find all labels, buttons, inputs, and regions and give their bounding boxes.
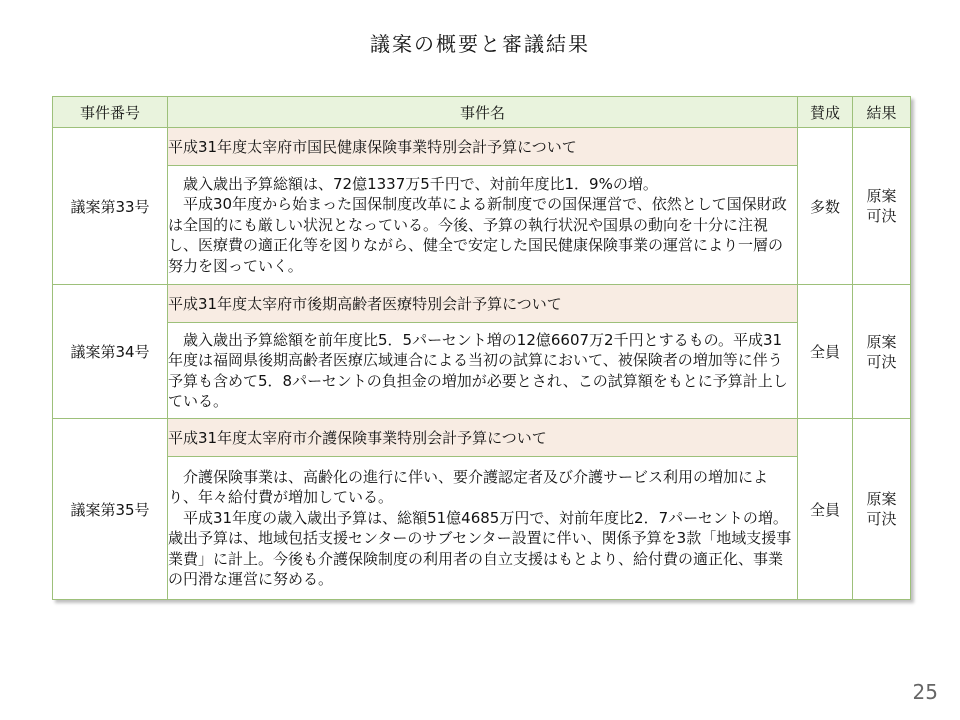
table-row-desc <box>53 323 911 419</box>
vote-cell: 全員 <box>798 285 853 419</box>
result-line1: 原案 <box>866 490 897 508</box>
case-description <box>168 323 798 419</box>
agenda-table <box>52 96 911 600</box>
table-header-row <box>53 97 911 128</box>
table-row <box>53 128 911 166</box>
result-line2: 可決 <box>866 207 897 225</box>
header-name: 事件名 <box>168 97 798 128</box>
header-vote: 賛成 <box>798 97 853 128</box>
result-line1: 原案 <box>866 187 897 205</box>
result-cell <box>853 128 911 285</box>
result-cell <box>853 419 911 600</box>
vote-cell: 多数 <box>798 128 853 285</box>
case-description <box>168 457 798 600</box>
table-row-desc <box>53 457 911 600</box>
case-description <box>168 166 798 285</box>
case-description-text: 歳入歳出予算総額は、72億1337万5千円で、対前年度比1．9%の増。 平成30年度から始まった国保制度改革による新制度での国保運営で、依然として国保財政は全国的にも厳しい状況となっている。今後、予算の執行状況や国県の動向を十分に注視し、医療費の適正化等を図りながら、健全で安定した国民健康保険事業の運営により一層の努力を図っていく。 <box>168 174 787 275</box>
case-description-text: 歳入歳出予算総額を前年度比5．5パーセント増の12億6607万2千円とするもの。平成31年度は福岡県後期高齢者医療広域連合による当初の試算において、被保険者の増加等に伴う予算も含めて5．8パーセントの負担金の増加が必要とされ、この試算額をもとに予算計上している。 <box>168 330 788 410</box>
result-line2: 可決 <box>866 510 897 528</box>
table-row-desc <box>53 166 911 285</box>
page-title: 議案の概要と審議結果 <box>370 32 590 56</box>
case-number: 議案第34号 <box>53 285 168 419</box>
result-cell <box>853 285 911 419</box>
page-number: 25 <box>912 680 938 704</box>
result-line2: 可決 <box>866 352 897 371</box>
case-name: 平成31年度太宰府市介護保険事業特別会計予算について <box>168 419 798 457</box>
case-description-text: 介護保険事業は、高齢化の進行に伴い、要介護認定者及び介護サービス利用の増加により、年々給付費が増加している。 平成31年度の歳入歳出予算は、総額51億4685万円で、対前年度比2．7パーセントの増。歳出予算は、地域包括支援センターのサブセンター設置に伴い、関係予算を3款「地域支援事業費」に計上。今後も介護保険制度の利用者の自立支援はもとより、給付費の適正化、事業の円滑な運営に努める。 <box>168 467 792 588</box>
header-result: 結果 <box>853 97 911 128</box>
header-number: 事件番号 <box>53 97 168 128</box>
vote-cell: 全員 <box>798 419 853 600</box>
case-name: 平成31年度太宰府市国民健康保険事業特別会計予算について <box>168 128 798 166</box>
table-row <box>53 285 911 323</box>
result-line1: 原案 <box>866 332 897 351</box>
case-number: 議案第35号 <box>53 419 168 600</box>
case-number: 議案第33号 <box>53 128 168 285</box>
case-name: 平成31年度太宰府市後期高齢者医療特別会計予算について <box>168 285 798 323</box>
table-row <box>53 419 911 457</box>
